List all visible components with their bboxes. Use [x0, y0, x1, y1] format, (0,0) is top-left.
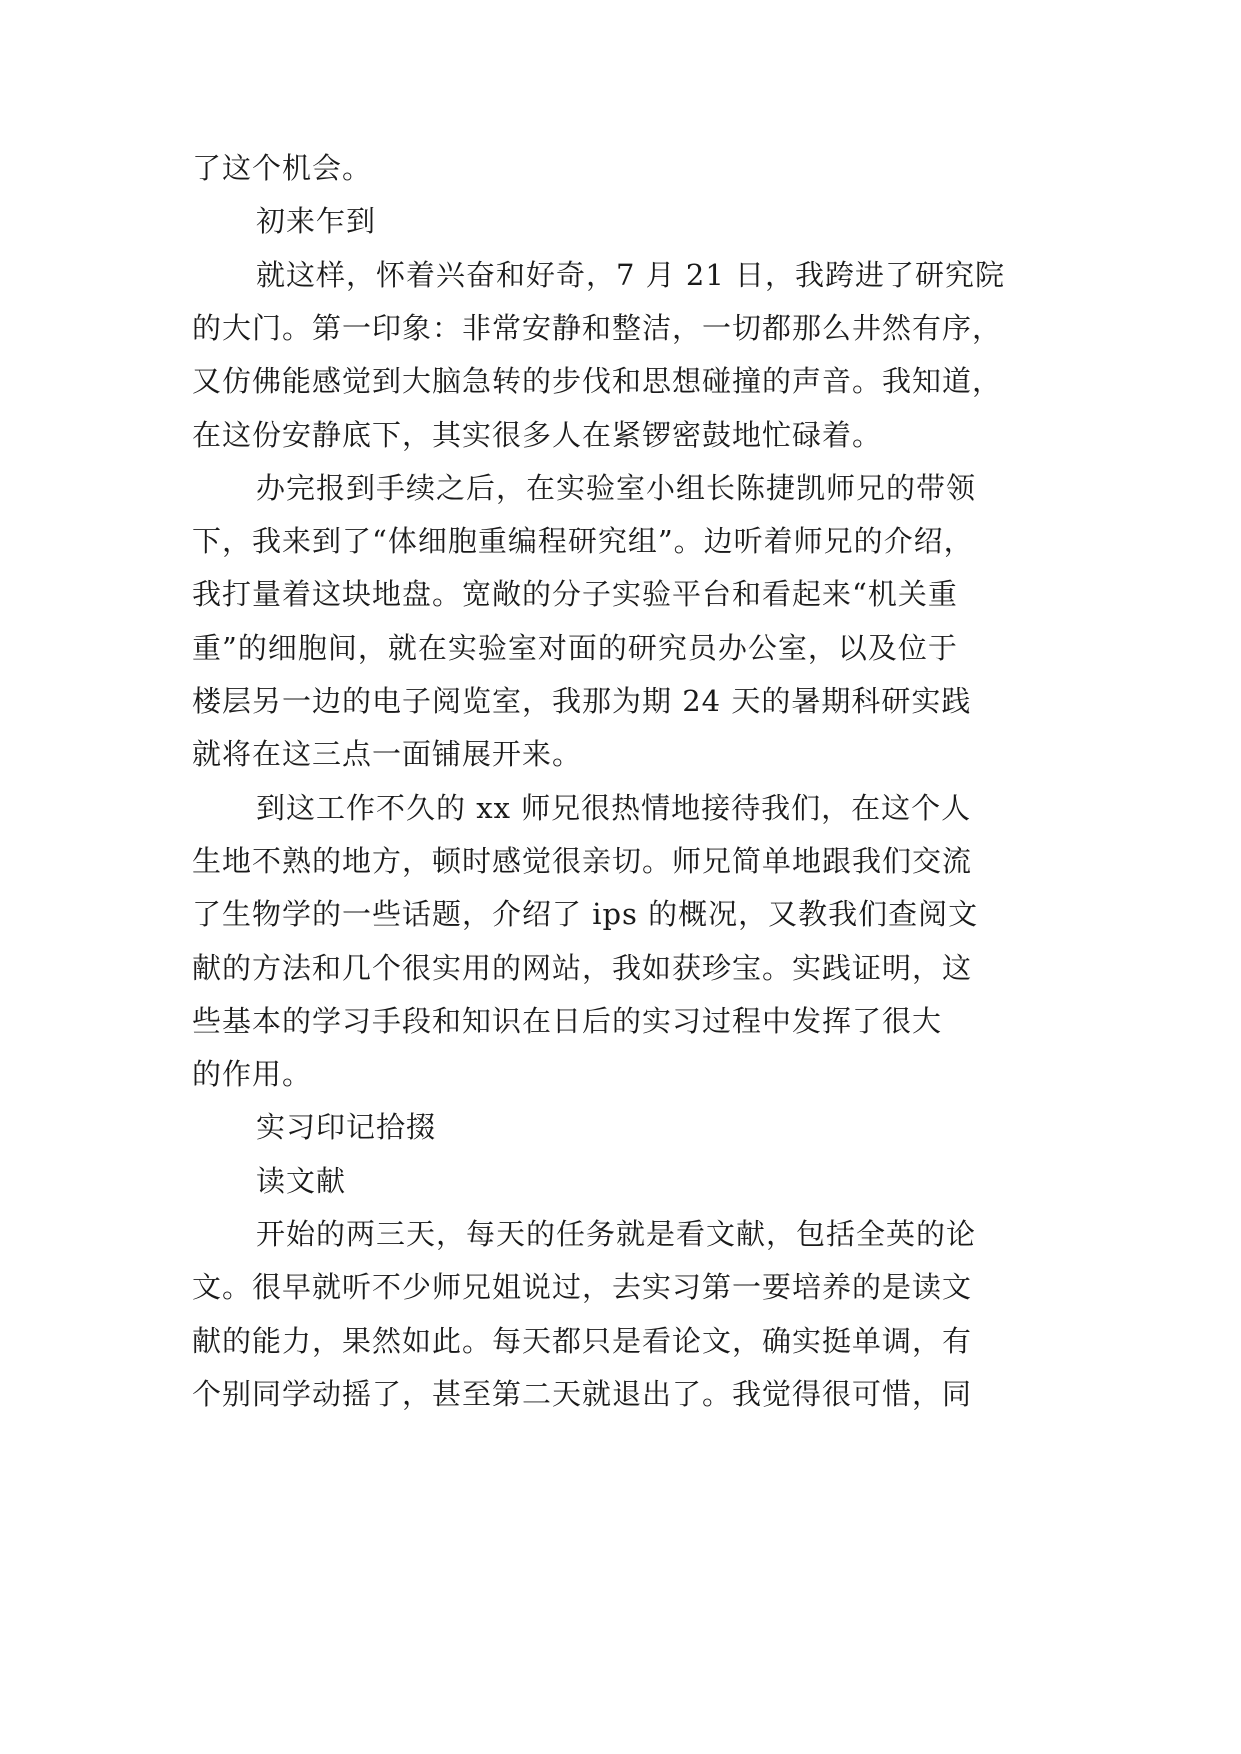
text-line: 的大门。第一印象：非常安静和整洁，一切都那么井然有序，	[192, 311, 1003, 345]
text-line: 的作用。	[192, 1057, 313, 1091]
text-line: 了这个机会。	[192, 151, 373, 185]
text-line: 楼层另一边的电子阅览室，我那为期 24 天的暑期科研实践	[192, 684, 972, 718]
text-line: 就将在这三点一面铺展开来。	[192, 737, 583, 771]
text-line: 献的方法和几个很实用的网站，我如获珍宝。实践证明，这	[192, 951, 973, 985]
text-line: 办完报到手续之后，在实验室小组长陈捷凯师兄的带领	[256, 471, 977, 505]
text-line: 生地不熟的地方，顿时感觉很亲切。师兄简单地跟我们交流	[192, 844, 973, 878]
text-line: 献的能力，果然如此。每天都只是看论文，确实挺单调，有	[192, 1324, 973, 1358]
text-line: 实习印记拾掇	[256, 1110, 437, 1144]
text-line: 我打量着这块地盘。宽敞的分子实验平台和看起来“机关重	[192, 577, 958, 611]
text-line: 了生物学的一些话题，介绍了 ips 的概况，又教我们查阅文	[192, 897, 979, 931]
text-line: 就这样，怀着兴奋和好奇，7 月 21 日，我跨进了研究院	[256, 258, 1006, 292]
text-line: 个别同学动摇了，甚至第二天就退出了。我觉得很可惜，同	[192, 1377, 973, 1411]
text-line: 又仿佛能感觉到大脑急转的步伐和思想碰撞的声音。我知道，	[192, 364, 1003, 398]
text-line: 重”的细胞间，就在实验室对面的研究员办公室，以及位于	[192, 631, 958, 665]
text-line: 到这工作不久的 xx 师兄很热情地接待我们，在这个人	[256, 791, 972, 825]
text-line: 初来乍到	[256, 204, 377, 238]
text-line: 开始的两三天，每天的任务就是看文献，包括全英的论	[256, 1217, 977, 1251]
text-line: 在这份安静底下，其实很多人在紧锣密鼓地忙碌着。	[192, 418, 883, 452]
text-line: 读文献	[256, 1164, 347, 1198]
text-line: 下，我来到了“体细胞重编程研究组”。边听着师兄的介绍，	[192, 524, 974, 558]
text-line: 文。很早就听不少师兄姐说过，去实习第一要培养的是读文	[192, 1270, 973, 1304]
text-line: 些基本的学习手段和知识在日后的实习过程中发挥了很大	[192, 1004, 943, 1038]
